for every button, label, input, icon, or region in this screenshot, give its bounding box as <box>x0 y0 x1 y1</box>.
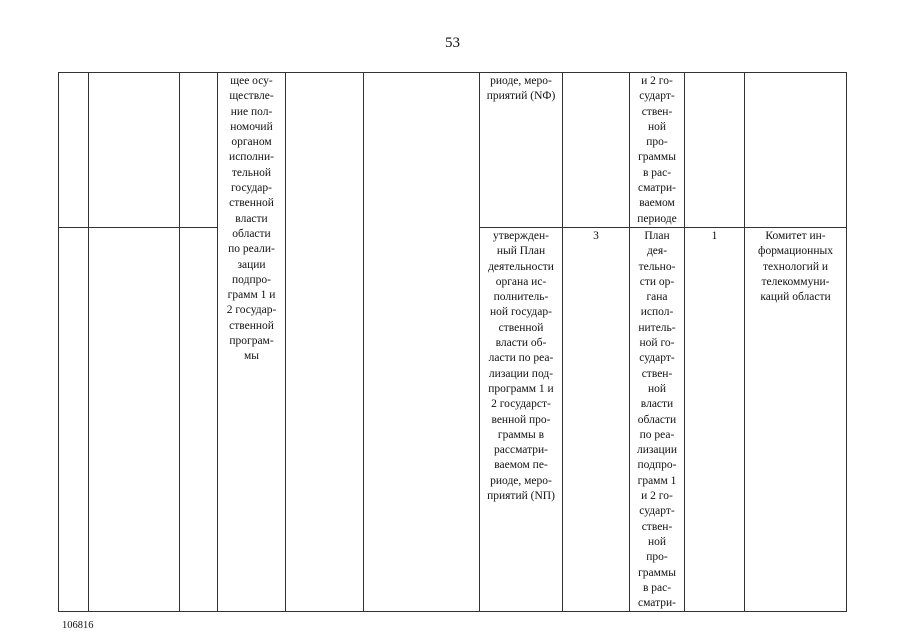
cell-line: сударт- <box>639 90 675 103</box>
cell-line: сматри- <box>637 182 676 195</box>
cell-line: ный План <box>496 245 546 258</box>
cell-line: органа ис- <box>495 275 547 288</box>
cell-line: области <box>637 413 677 426</box>
cell-line: риоде, меро- <box>490 75 552 87</box>
cell-line: ствен- <box>641 105 673 118</box>
table-cell <box>180 227 218 611</box>
cell-line: в рас- <box>642 166 672 179</box>
cell-line: програм- <box>229 335 274 348</box>
cell-line: власти об- <box>495 337 547 350</box>
cell-line: ной <box>647 382 667 395</box>
cell-line: исполни- <box>229 151 274 164</box>
cell-line: и 2 го- <box>641 490 673 503</box>
cell-line: граммы в <box>497 428 545 441</box>
cell-line: риоде, меро- <box>490 474 552 487</box>
cell-line: государ- <box>231 182 272 195</box>
cell-line: сударт- <box>639 352 675 365</box>
cell-line: по реа- <box>639 428 675 441</box>
cell-line: телекоммуни- <box>761 275 830 288</box>
cell-line: гана <box>646 291 668 304</box>
cell-line: периоде <box>637 212 677 225</box>
cell-line: граммы <box>638 566 676 579</box>
cell-line: ние пол- <box>230 105 273 118</box>
cell-line: венной про- <box>491 413 551 426</box>
cell-line: грамм 1 и <box>227 289 276 302</box>
cell-line: приятий (NП) <box>487 490 555 503</box>
cell-line: программ 1 и <box>488 382 554 395</box>
cell-responsible-text <box>745 227 847 611</box>
cell-line: про- <box>646 551 668 564</box>
cell-value-1: 1 <box>685 227 745 611</box>
table-cell <box>364 73 480 612</box>
cell-line: лизации <box>636 444 677 457</box>
cell-line: власти <box>640 398 674 411</box>
page-number: 53 <box>445 35 460 51</box>
cell-line: щее осу- <box>230 75 273 87</box>
cell-line: ной го- <box>639 337 675 350</box>
cell-line: испол- <box>640 306 674 319</box>
table-cell <box>180 73 218 228</box>
cell-value-3: 3 <box>563 227 630 611</box>
table-cell <box>89 73 180 228</box>
cell-line: ной <box>647 120 667 133</box>
cell-line: утвержден- <box>493 229 549 242</box>
cell-line: и 2 го- <box>641 75 673 87</box>
cell-program-text-top <box>630 73 685 228</box>
cell-line: ной <box>647 535 667 548</box>
table-cell <box>59 73 89 228</box>
table-cell <box>59 227 89 611</box>
cell-plan-text <box>630 227 685 611</box>
cell-line: Комитет ин- <box>765 229 826 242</box>
cell-line: формационных <box>758 245 833 258</box>
table-cell <box>563 73 630 228</box>
cell-line: дея- <box>646 245 668 258</box>
cell-line: тельной <box>231 166 272 179</box>
cell-line: ствен- <box>641 367 673 380</box>
cell-line: грамм 1 <box>637 474 677 487</box>
table-cell <box>745 73 847 228</box>
cell-line: рассматри- <box>494 444 548 457</box>
cell-line: граммы <box>638 151 676 164</box>
cell-line: ственной <box>229 197 274 210</box>
cell-line: в рас- <box>642 581 672 594</box>
cell-indicator-text <box>480 227 563 611</box>
cell-line: деятельности <box>488 260 554 273</box>
cell-line: ствен- <box>641 520 673 533</box>
cell-line: ственной <box>498 321 544 334</box>
cell-line: ваемом пе- <box>494 459 548 472</box>
cell-authority-text <box>218 73 286 612</box>
cell-line: тельно- <box>638 260 676 273</box>
cell-line: каций области <box>760 291 831 304</box>
cell-line: ственной <box>229 319 274 332</box>
cell-line: сти ор- <box>639 275 675 288</box>
cell-line: сматри- <box>637 597 676 610</box>
cell-line: подпро- <box>637 459 677 472</box>
cell-line: ласти по реа- <box>488 352 554 365</box>
cell-line: сударт- <box>639 505 675 518</box>
cell-line: органом <box>231 136 272 149</box>
table-cell <box>685 73 745 228</box>
cell-line: лизации под- <box>488 367 554 380</box>
cell-line: 2 государст- <box>491 398 551 411</box>
cell-line: подпро- <box>232 273 271 286</box>
main-table <box>58 72 847 612</box>
cell-line: по реали- <box>228 243 275 256</box>
cell-line: власти <box>235 212 268 225</box>
table-cell <box>286 73 364 612</box>
cell-line: приятий (NФ) <box>486 90 556 103</box>
cell-line: 2 государ- <box>226 304 277 317</box>
cell-line: ваемом <box>639 197 675 210</box>
cell-line: План <box>644 229 670 242</box>
cell-line: номочий <box>230 120 273 133</box>
cell-indicator-text-top <box>480 73 563 228</box>
cell-line: ной государ- <box>490 306 552 319</box>
cell-line: про- <box>646 136 668 149</box>
cell-line: нитель- <box>638 321 676 334</box>
cell-line: мы <box>243 350 259 363</box>
cell-line: полнитель- <box>493 291 549 304</box>
document-code: 106816 <box>62 620 94 631</box>
cell-line: технологий и <box>762 260 829 273</box>
cell-line: ществле- <box>229 90 274 103</box>
table-row <box>59 73 847 228</box>
table-cell <box>89 227 180 611</box>
cell-line: области <box>232 227 271 240</box>
cell-line: зации <box>237 258 266 271</box>
